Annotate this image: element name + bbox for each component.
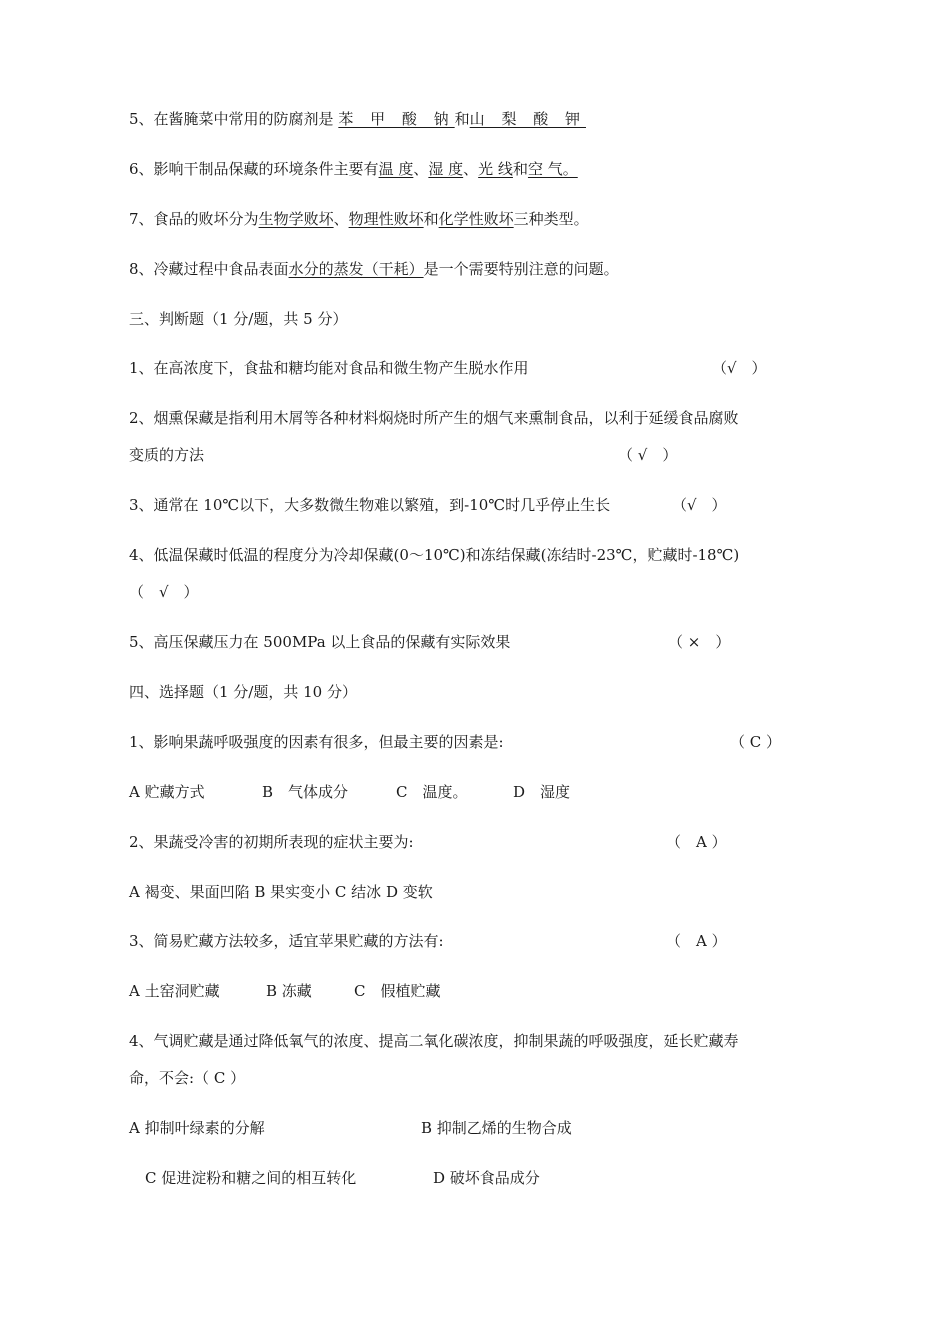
choice-item-1: 1、影响果蔬呼吸强度的因素有很多，但最主要的因素是: bbox=[129, 733, 504, 751]
answer-blank: 湿 度 bbox=[428, 160, 464, 178]
choice-4-option-d: D 破坏食品成分 bbox=[433, 1169, 540, 1187]
fill-item-5 bbox=[129, 109, 586, 129]
question-text: 和 bbox=[454, 110, 470, 128]
question-text: 食品的败坏分为 bbox=[153, 210, 259, 228]
choice-answer-2: （ A ） bbox=[666, 833, 727, 851]
question-text: 和 bbox=[423, 210, 439, 228]
judge-answer-2: （ √ ） bbox=[618, 446, 678, 464]
answer-blank: 苯 甲 酸 钠 bbox=[338, 110, 455, 128]
choice-4-option-b: B 抑制乙烯的生物合成 bbox=[421, 1119, 572, 1137]
judge-answer-3: （√ ） bbox=[672, 496, 727, 514]
choice-answer-3: （ A ） bbox=[666, 932, 727, 950]
fill-item-6 bbox=[129, 159, 578, 179]
choice-1-option-c: C 温度。 bbox=[396, 783, 468, 801]
judge-item-2: 2、烟熏保藏是指利用木屑等各种材料焖烧时所产生的烟气来熏制食品，以利于延缓食品腐败 bbox=[129, 409, 739, 427]
choice-3-option-a: A 土窑洞贮藏 bbox=[129, 982, 220, 1000]
question-text: 三种类型。 bbox=[513, 210, 589, 228]
judge-answer-4: （ √ ） bbox=[129, 583, 199, 601]
choice-3-option-c: C 假植贮藏 bbox=[354, 982, 441, 1000]
question-text: 在酱腌菜中常用的防腐剂是 bbox=[153, 110, 334, 128]
question-text: 是一个需要特别注意的问题。 bbox=[423, 260, 619, 278]
judge-answer-5: （ × ） bbox=[668, 633, 731, 651]
choice-2-options: A 褐变、果面凹陷 B 果实变小 C 结冰 D 变软 bbox=[129, 883, 433, 901]
choice-4-option-a: A 抑制叶绿素的分解 bbox=[129, 1119, 265, 1137]
judge-item-5: 5、高压保藏压力在 500MPa 以上食品的保藏有实际效果 bbox=[129, 633, 511, 651]
choice-item-4: 4、气调贮藏是通过降低氧气的浓度、提高二氧化碳浓度，抑制果蔬的呼吸强度，延长贮藏寿 bbox=[129, 1032, 739, 1050]
judge-item-4: 4、低温保藏时低温的程度分为冷却保藏(0～10℃)和冻结保藏(冻结时-23℃，贮藏时-18℃) bbox=[129, 546, 740, 564]
answer-blank: 水分的蒸发（干耗） bbox=[288, 260, 424, 278]
item-number: 6、 bbox=[129, 160, 154, 178]
choice-item-4-cont: 命，不会:（ C ） bbox=[129, 1069, 246, 1087]
fill-item-7 bbox=[129, 209, 589, 229]
judge-item-2-cont: 变质的方法 bbox=[129, 446, 205, 464]
answer-blank: 温 度 bbox=[378, 160, 414, 178]
choice-1-option-a: A 贮藏方式 bbox=[129, 783, 205, 801]
section-title-judge: 三、判断题（1 分/题，共 5 分） bbox=[129, 310, 348, 328]
item-number: 7、 bbox=[129, 210, 154, 228]
choice-1-option-b: B 气体成分 bbox=[262, 783, 349, 801]
choice-item-2: 2、果蔬受冷害的初期所表现的症状主要为: bbox=[129, 833, 414, 851]
choice-4-option-c: C 促进淀粉和糖之间的相互转化 bbox=[145, 1169, 357, 1187]
item-number: 5、 bbox=[129, 110, 154, 128]
choice-answer-1: （ C ） bbox=[730, 733, 782, 751]
answer-blank: 生物学败坏 bbox=[258, 210, 334, 228]
answer-blank: 空 气。 bbox=[527, 160, 578, 178]
judge-item-1: 1、在高浓度下，食盐和糖均能对食品和微生物产生脱水作用 bbox=[129, 359, 529, 377]
answer-blank: 化学性败坏 bbox=[438, 210, 514, 228]
choice-3-option-b: B 冻藏 bbox=[266, 982, 312, 1000]
question-text: 、 bbox=[413, 160, 429, 178]
question-text: 影响干制品保藏的环境条件主要有 bbox=[153, 160, 379, 178]
choice-item-3: 3、简易贮藏方法较多，适宜苹果贮藏的方法有: bbox=[129, 932, 444, 950]
question-text: 和 bbox=[512, 160, 528, 178]
question-text: 、 bbox=[463, 160, 479, 178]
answer-blank: 山 梨 酸 钾 bbox=[469, 110, 586, 128]
answer-blank: 光 线 bbox=[478, 160, 513, 178]
judge-answer-1: （√ ） bbox=[712, 359, 767, 377]
item-number: 8、 bbox=[129, 260, 154, 278]
section-title-choice: 四、选择题（1 分/题，共 10 分） bbox=[129, 683, 357, 701]
fill-item-8 bbox=[129, 259, 619, 279]
answer-blank: 物理性败坏 bbox=[348, 210, 424, 228]
judge-item-3: 3、通常在 10℃以下，大多数微生物难以繁殖，到-10℃时几乎停止生长 bbox=[129, 496, 611, 514]
choice-1-option-d: D 湿度 bbox=[513, 783, 571, 801]
question-text: 冷藏过程中食品表面 bbox=[153, 260, 289, 278]
question-text: 、 bbox=[333, 210, 349, 228]
